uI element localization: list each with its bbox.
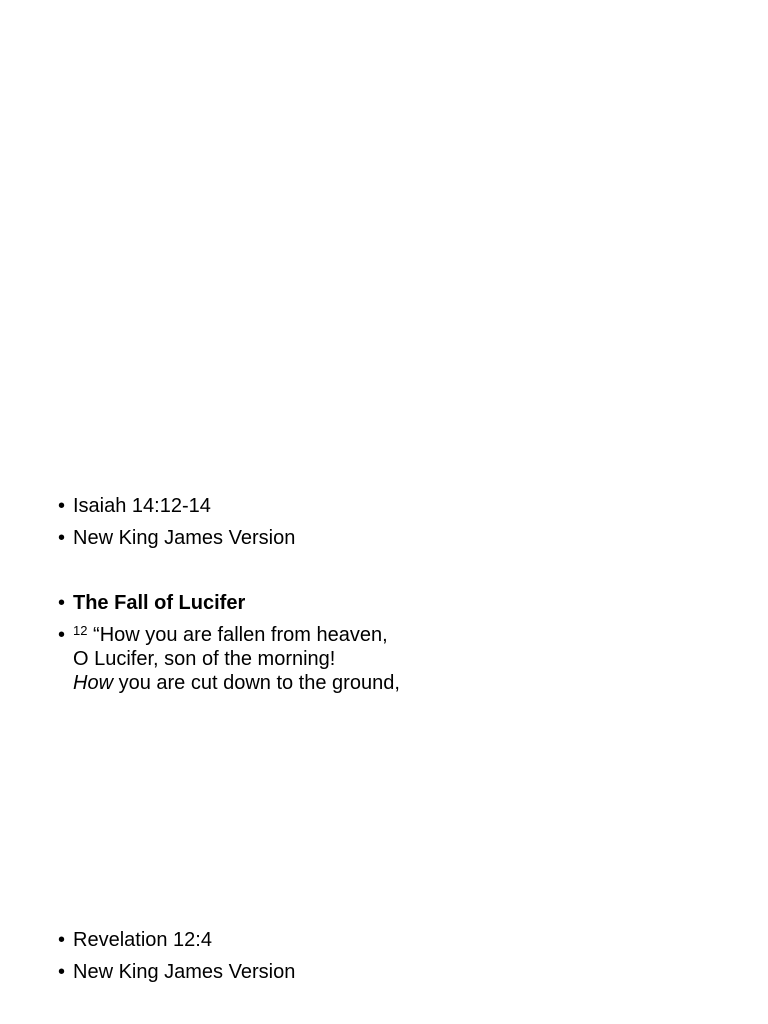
list-item	[58, 960, 738, 984]
reference-list-revelation	[58, 928, 738, 992]
bullet-icon: •	[58, 961, 66, 983]
verse-line-2: O Lucifer, son of the morning!	[73, 648, 336, 670]
passage-heading: The Fall of Lucifer	[73, 592, 246, 614]
bullet-icon: •	[58, 624, 66, 646]
verse-item	[58, 623, 738, 695]
list-item	[58, 526, 738, 550]
passage-list	[58, 591, 738, 703]
bible-version: New King James Version	[73, 961, 296, 983]
bible-version: New King James Version	[73, 527, 296, 549]
scripture-reference: Isaiah 14:12-14	[73, 495, 211, 517]
verse-text-1: “How you are fallen from heaven,	[93, 624, 388, 646]
verse-line-3	[73, 671, 738, 695]
bullet-icon: •	[58, 527, 66, 549]
scripture-reference: Revelation 12:4	[73, 929, 212, 951]
reference-list-isaiah	[58, 494, 738, 558]
list-item	[58, 494, 738, 518]
list-item	[58, 591, 738, 615]
bullet-icon: •	[58, 592, 66, 614]
verse-text-3: you are cut down to the ground,	[113, 672, 400, 694]
list-item	[58, 928, 738, 952]
verse-number: 12	[73, 623, 88, 638]
verse-italic-word: How	[73, 672, 114, 694]
bullet-icon: •	[58, 495, 66, 517]
bullet-icon: •	[58, 929, 66, 951]
verse-line-1	[73, 623, 738, 647]
